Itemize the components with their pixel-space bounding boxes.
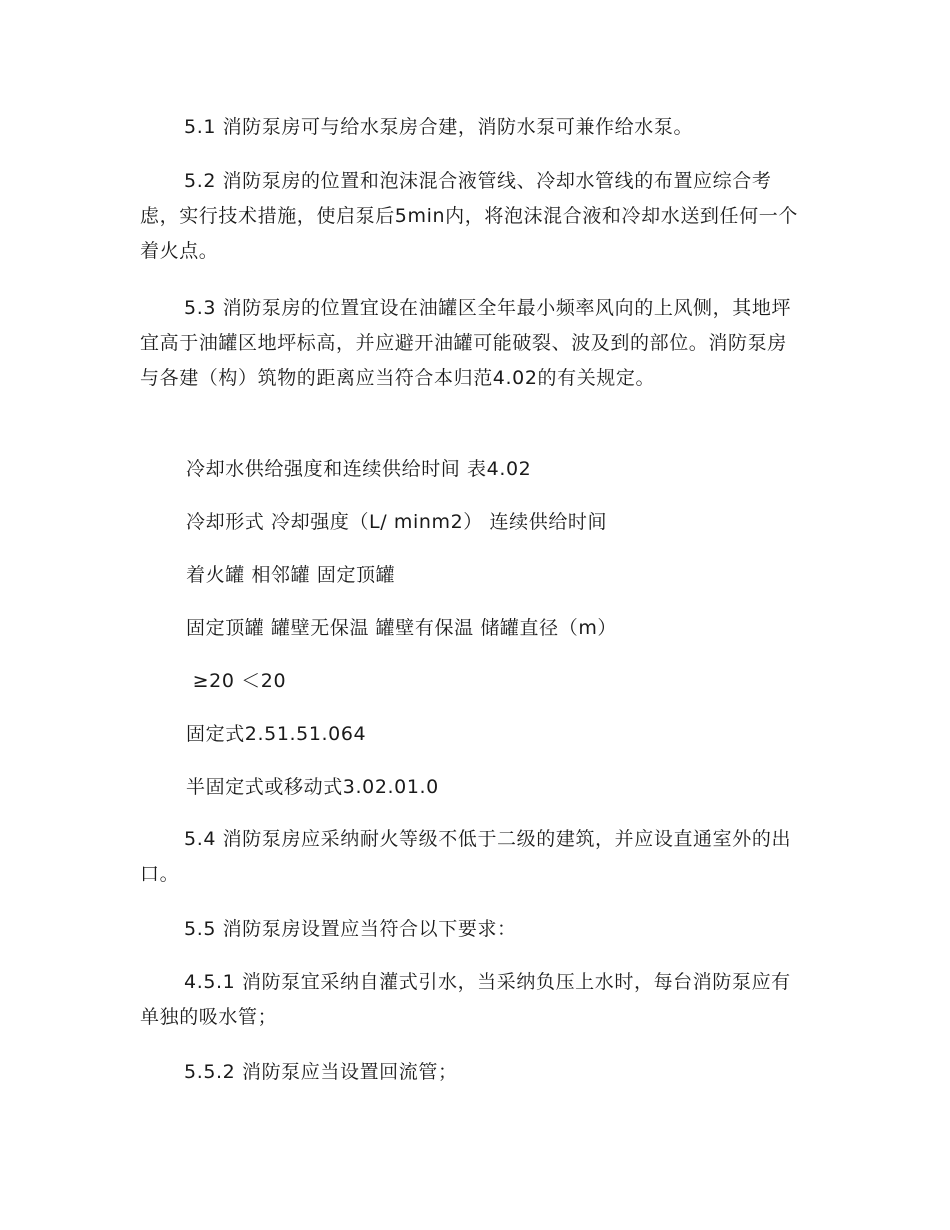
table-header-row: 冷却形式 冷却强度（L/ minm2） 连续供给时间 xyxy=(186,511,608,533)
paragraph-4-5-1: 4.5.1 消防泵宜采纳自灌式引水，当采纳负压上水时，每台消防泵应有单独的吸水管； xyxy=(140,971,791,1028)
paragraph-5-3: 5.3 消防泵房的位置宜设在油罐区全年最小频率风向的上风侧，其地坪宜高于油罐区地坪标高，并应避开油罐可能破裂、波及到的部位。消防泵房与各建（构）筑物的距离应当符合本归范4.02的有关规定。 xyxy=(140,297,792,389)
paragraph-5-5: 5.5 消防泵房设置应当符合以下要求： xyxy=(184,918,517,940)
paragraph-5-2: 5.2 消防泵房的位置和泡沫混合液管线、冷却水管线的布置应综合考虑，实行技术措施，使启泵后5min内，将泡沫混合液和冷却水送到任何一个着火点。 xyxy=(140,170,798,262)
table-subheader-row: 着火罐 相邻罐 固定顶罐 xyxy=(186,564,396,586)
paragraph-5-1: 5.1 消防泵房可与给水泵房合建，消防水泵可兼作给水泵。 xyxy=(184,116,694,138)
table-row-mobile: 半固定式或移动式3.02.01.0 xyxy=(186,776,439,798)
table-row-fixed: 固定式2.51.51.064 xyxy=(186,723,367,745)
table-caption: 冷却水供给强度和连续供给时间 表4.02 xyxy=(186,458,532,480)
table-subheader-row-2: 固定顶罐 罐壁无保温 罐壁有保温 储罐直径（m） xyxy=(186,617,618,639)
paragraph-5-4: 5.4 消防泵房应采纳耐火等级不低于二级的建筑，并应设直通室外的出口。 xyxy=(140,828,792,885)
paragraph-5-5-2: 5.5.2 消防泵应当设置回流管； xyxy=(184,1061,458,1083)
table-diameter-row: ≥20 ＜20 xyxy=(186,670,287,692)
